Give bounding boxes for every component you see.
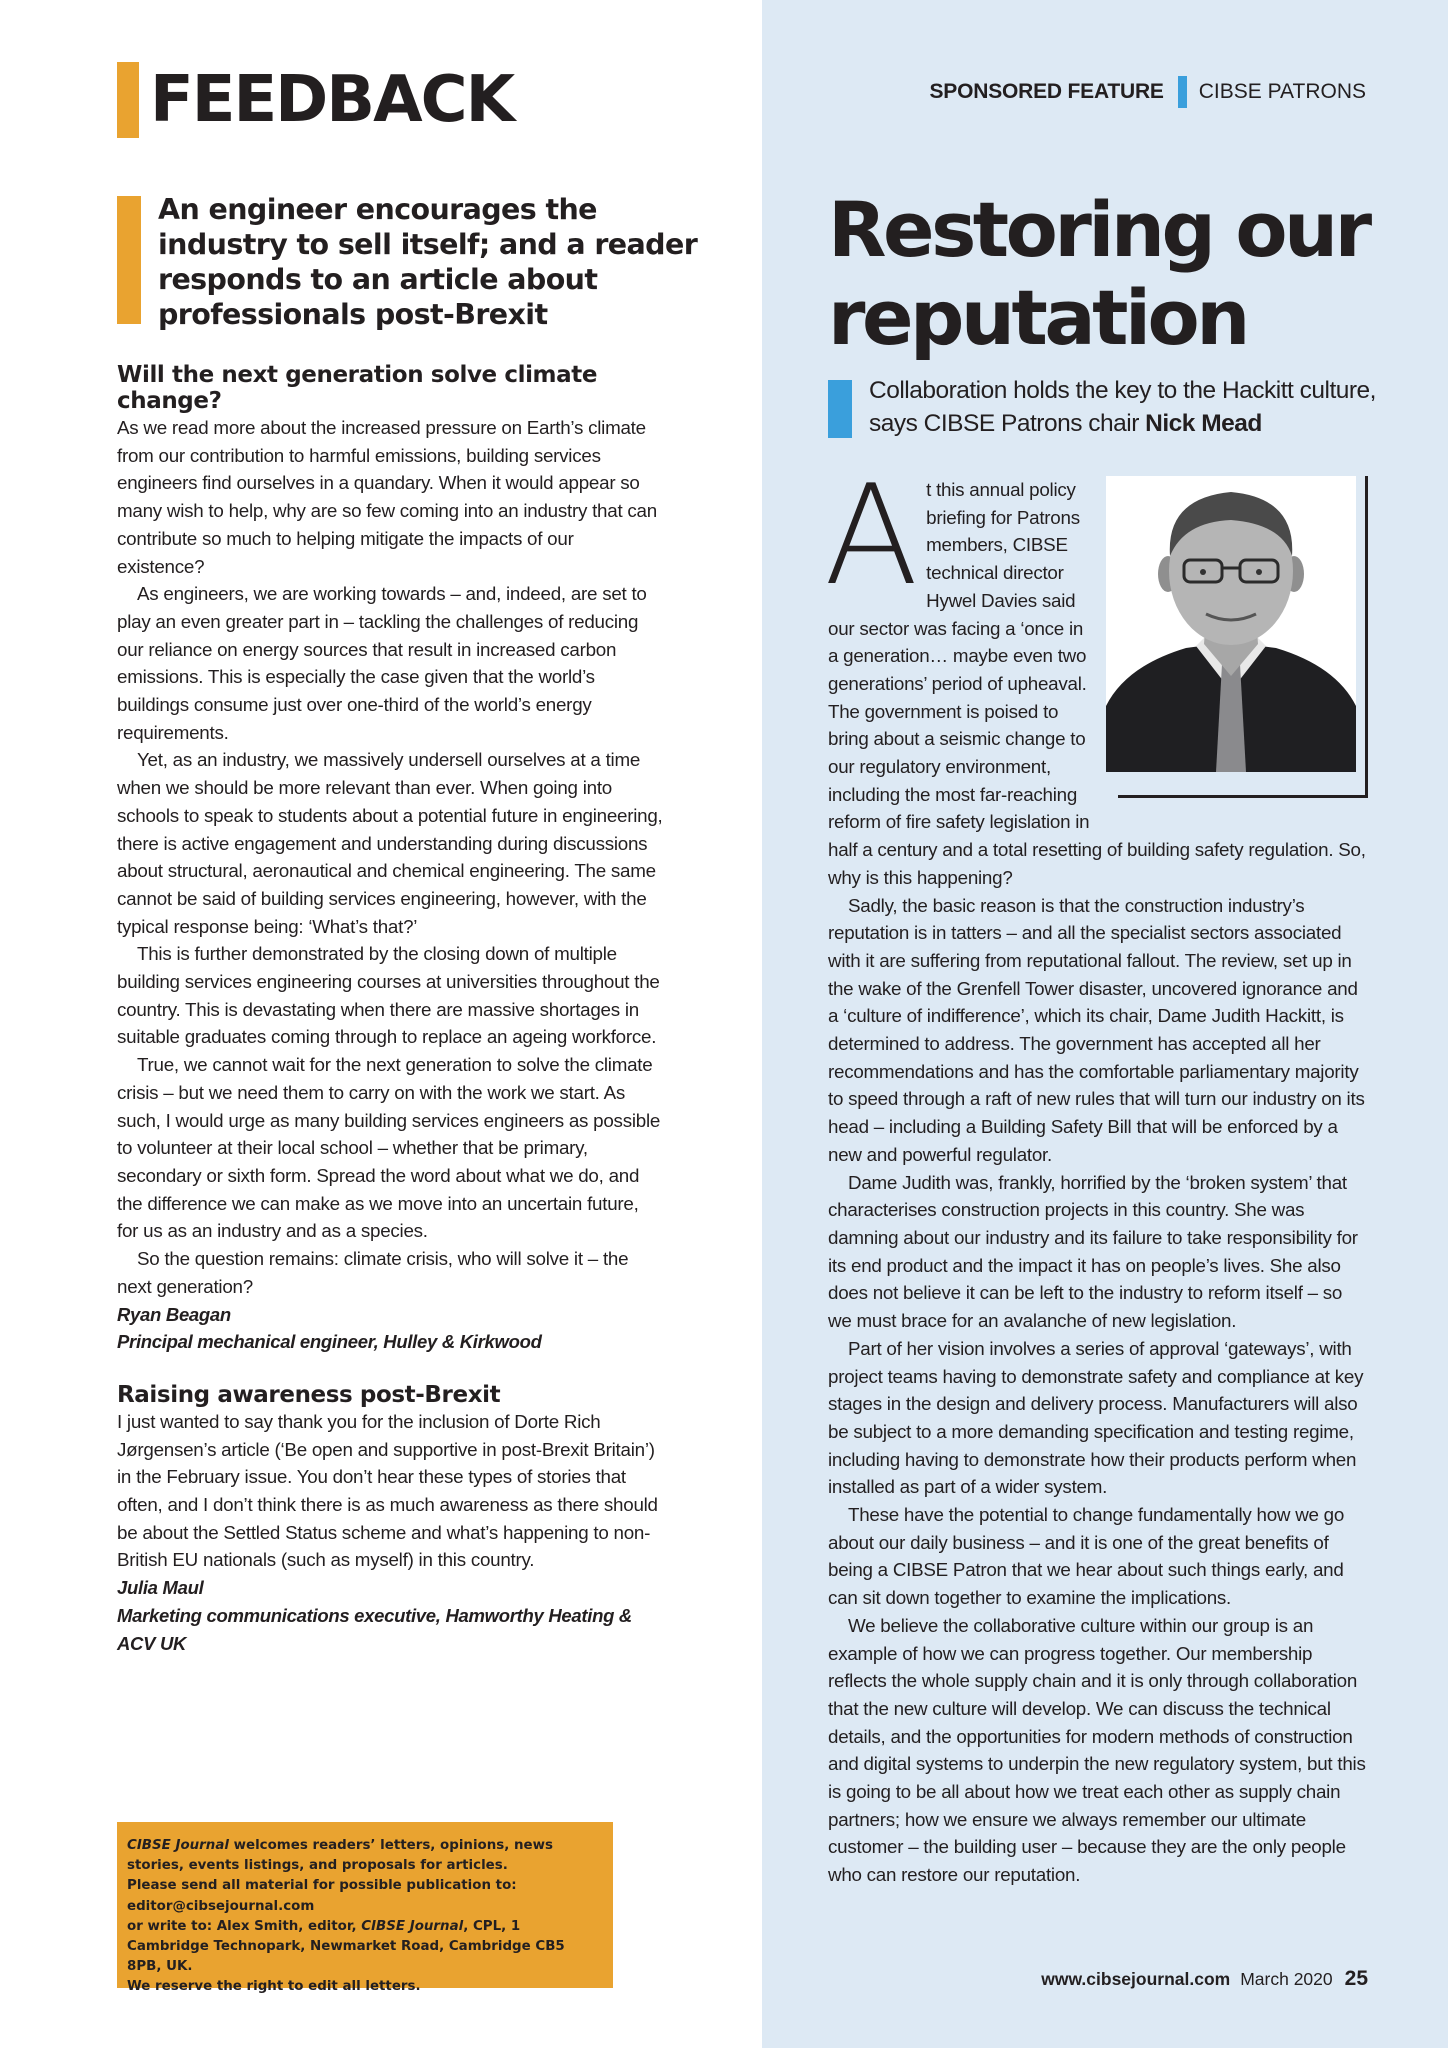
letter2-author: Julia Maul	[117, 1577, 204, 1599]
section-accent-bar	[117, 62, 139, 138]
notice-send-line: Please send all material for possible publication to:	[127, 1878, 517, 1894]
letter1-paragraph: As we read more about the increased pressure on Earth’s climate from our contribution to harmful emissions, building services engineers find ourselves in a quandary. When it would appear so many wish to help, why are so few coming into an industry that can contribute so much to helping mitigate the impacts of our existence?	[117, 417, 657, 577]
feature-first-paragraph	[824, 455, 1368, 892]
standfirst-accent-bar	[828, 380, 852, 438]
sponsor-label: SPONSORED FEATURE	[929, 80, 1164, 103]
letter2-heading: Raising awareness post-Brexit	[117, 1381, 501, 1408]
page-number: 25	[1344, 1967, 1368, 1990]
sponsor-name: CIBSE PATRONS	[1198, 80, 1366, 103]
footer-url[interactable]: www.cibsejournal.com	[1041, 1969, 1231, 1989]
letter2-author-role: Marketing communications executive, Hamworthy Heating & ACV UK	[117, 1604, 632, 1654]
intro-standfirst: An engineer encourages the industry to sell itself; and a reader responds to an article about professionals post-Brexit	[158, 193, 698, 331]
feature-paragraph: We believe the collaborative culture within our group is an example of how we can progress together. Our membership reflects the whole supply chain and it is only through collaboration that the new culture will develop. We can discuss the technical details, and the opportunities for modern methods of construction and digital systems to underpin the new regulatory system, but this is going to be all about how we treat each other as supply chain partners; how we ensure we always remember our ultimate customer – the building user – because they are the only people who can restore our reputation.	[828, 1614, 1366, 1886]
feature-column	[824, 455, 1368, 1889]
letter2-paragraph: I just wanted to say thank you for the inclusion of Dorte Rich Jørgensen’s article (‘Be open and supportive in post-Brexit Britain’) in the February issue. You don’t hear these types of stories that often, and I don’t think there is as much awareness as there should be about the Settled Status scheme and what’s happening to non-British EU nationals (such as myself) in this country.	[117, 1410, 658, 1571]
notice-address-a: or write to: Alex Smith, editor,	[127, 1918, 362, 1934]
letters-column	[117, 362, 663, 1657]
footer-date: March 2020	[1240, 1969, 1333, 1989]
notice-intro: welcomes readers’ letters, opinions, news stories, events listings, and proposals for articles.	[127, 1838, 553, 1874]
letter1-paragraph: True, we cannot wait for the next generation to solve the climate crisis – but we need them to carry on with the work we start. As such, I would urge as many building services engineers as possible to volunteer at their local school – whether that be primary, secondary or sixth form. Spread the word about what we do, and the difference we can make as we move into an uncertain future, for us as an industry and as a species.	[117, 1054, 661, 1242]
feature-paragraph: Dame Judith was, frankly, horrified by the ‘broken system’ that characterises construction projects in this country. She was damning about our industry and its failure to take responsibility for its end product and the impact it has on people’s lives. She also does not believe it can be left to the industry to reform itself – so we must brace for an avalanche of new legislation.	[828, 1171, 1358, 1332]
first-paragraph-text: t this annual policy briefing for Patrons members, CIBSE technical director Hywel Davies said our sector was facing a ‘once in a generation… maybe even two generations’ period of upheaval. The government is poised to bring about a seismic change to our regulatory environment, including the most far-reaching reform of fire safety legislation in half a century and a total resetting of building safety regulation. So, why is this happening?	[828, 479, 1366, 888]
letter2-body	[117, 1408, 663, 1574]
page-footer	[1041, 1967, 1368, 1991]
letter1-author-role: Principal mechanical engineer, Hulley & Kirkwood	[117, 1331, 542, 1353]
letter1-paragraph: Yet, as an industry, we massively undersell ourselves at a time when we should be more relevant than ever. When going into schools to speak to students about a potential future in engineering, there is active engagement and understanding during discussions about structural, aeronautical and chemical engineering. The same cannot be said of building services engineering, however, with the typical response being: ‘What’s that?’	[117, 749, 663, 937]
letter1-paragraph: As engineers, we are working towards – and, indeed, are set to play an even greater part in – tackling the challenges of reducing our reliance on energy sources that result in increased carbon emissions. This is especially the case given that the world’s buildings consume just over one-third of the world’s energy requirements.	[117, 583, 647, 743]
notice-address-journal: CIBSE Journal	[361, 1918, 464, 1934]
letter1-paragraph: This is further demonstrated by the closing down of multiple building services engineering courses at universities throughout the country. This is devastating when there are massive shortages in suitable graduates coming through to replace an ageing workforce.	[117, 943, 660, 1048]
sponsor-header	[930, 74, 1367, 110]
standfirst-text: Collaboration holds the key to the Hackitt culture, says CIBSE Patrons chair	[869, 377, 1376, 437]
section-title: FEEDBACK	[150, 63, 514, 137]
sponsor-divider	[1178, 76, 1187, 108]
feature-headline: Restoring our reputation	[828, 185, 1369, 362]
letter1-heading: Will the next generation solve climate change?	[117, 362, 598, 414]
standfirst-author: Nick Mead	[1145, 410, 1262, 437]
intro-accent-bar	[117, 196, 141, 324]
letter1-author: Ryan Beagan	[117, 1303, 231, 1325]
notice-address-b: , CPL, 1 Cambridge Technopark, Newmarket Road, Cambridge CB5 8PB, UK.	[127, 1918, 565, 1975]
letters-notice-box	[117, 1822, 613, 1995]
feature-body	[824, 455, 1368, 1889]
letter1-body	[117, 414, 663, 1301]
notice-edit-line: We reserve the right to edit all letters.	[127, 1979, 421, 1995]
notice-email-link[interactable]: editor@cibsejournal.com	[127, 1898, 315, 1914]
letter1-paragraph: So the question remains: climate crisis, who will solve it – the next generation?	[117, 1248, 629, 1297]
feature-paragraph: Sadly, the basic reason is that the construction industry’s reputation is in tatters – and all the specialist sectors associated with it are suffering from reputational fallout. The review, set up in the wake of the Grenfell Tower disaster, uncovered ignorance and a ‘culture of indifference’, which its chair, Dame Judith Hackitt, is determined to address. The government has accepted all her recommendations and has the comfortable parliamentary majority to speed through a raft of new rules that will turn our industry on its head – including a Building Safety Bill that will be enforced by a new and powerful regulator.	[828, 894, 1365, 1165]
notice-journal-name: CIBSE Journal	[127, 1838, 229, 1853]
drop-cap: A	[824, 455, 919, 616]
feature-standfirst	[869, 374, 1389, 440]
feature-paragraph: Part of her vision involves a series of approval ‘gateways’, with project teams having to demonstrate safety and compliance at key stages in the design and delivery process. Manufacturers will also be subject to a more demanding specification and testing regime, including having to demonstrate how their products perform when installed as part of a wider system.	[828, 1337, 1364, 1498]
feature-paragraph: These have the potential to change fundamentally how we go about our daily business – and it is one of the great benefits of being a CIBSE Patron that we hear about such things early, and can sit down together to examine the implications.	[828, 1504, 1345, 1609]
